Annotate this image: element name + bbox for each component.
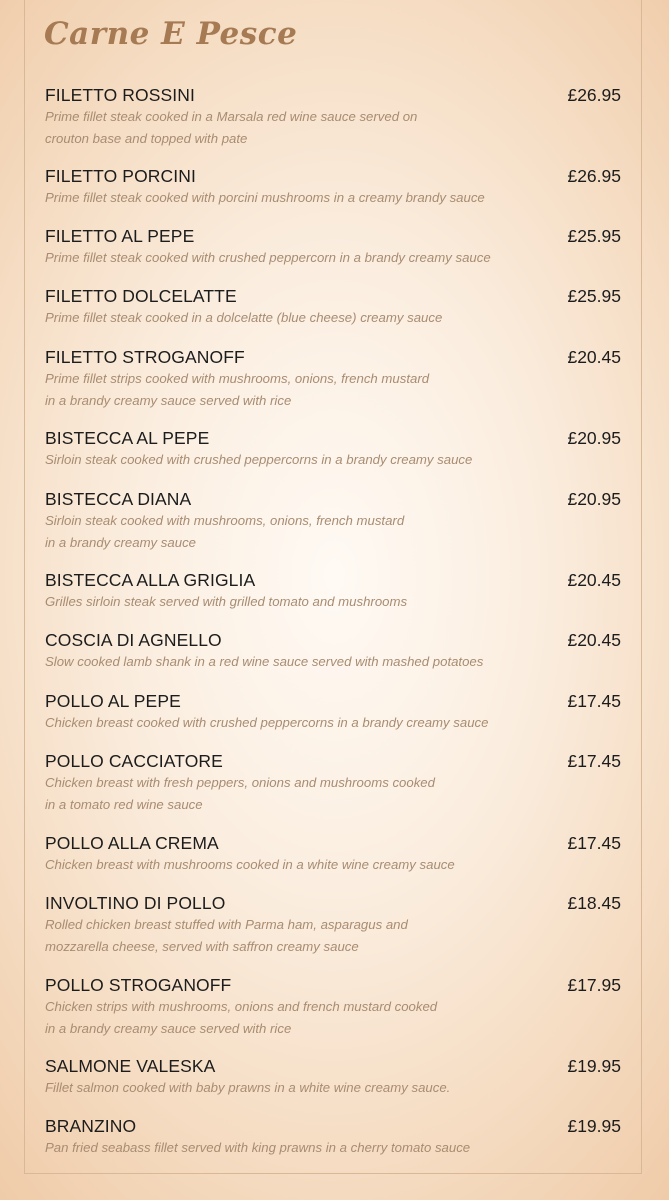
- item-price: £25.95: [567, 286, 621, 306]
- item-description: [45, 247, 491, 269]
- item-description-line: Prime fillet steak cooked with porcini mushrooms in a creamy brandy sauce: [45, 190, 485, 205]
- item-description: [45, 510, 404, 553]
- item-name: BRANZINO: [45, 1116, 137, 1136]
- item-name: BISTECCA ALLA GRIGLIA: [45, 570, 256, 590]
- item-price: £20.95: [567, 428, 621, 448]
- item-description: [45, 996, 437, 1039]
- item-description-line: Chicken strips with mushrooms, onions and french mustard cooked: [45, 999, 438, 1014]
- item-description-line: Sirloin steak cooked with crushed peppercorns in a brandy creamy sauce: [45, 452, 473, 467]
- item-description-line: Grilles sirloin steak served with grilled tomato and mushrooms: [45, 594, 408, 609]
- item-name: BISTECCA AL PEPE: [45, 428, 210, 448]
- item-description-line: in a brandy creamy sauce served with rice: [45, 392, 292, 408]
- item-price: £19.95: [567, 1116, 621, 1136]
- section-title: Carne E Pesce: [44, 16, 298, 52]
- item-description: [45, 772, 435, 815]
- item-description-line: Slow cooked lamb shank in a red wine sauce served with mashed potatoes: [45, 654, 484, 669]
- item-name: FILETTO AL PEPE: [45, 226, 195, 246]
- item-price: £20.45: [567, 347, 621, 367]
- item-description: [45, 914, 408, 957]
- item-price: £26.95: [567, 85, 621, 105]
- item-description: [45, 187, 485, 209]
- item-description-line: mozzarella cheese, served with saffron creamy sauce: [45, 938, 359, 954]
- item-price: £20.45: [567, 630, 621, 650]
- item-description-line: Sirloin steak cooked with mushrooms, onions, french mustard: [45, 513, 405, 528]
- item-price: £18.45: [567, 893, 621, 913]
- item-name: FILETTO PORCINI: [45, 166, 196, 186]
- item-name: SALMONE VALESKA: [45, 1056, 216, 1076]
- item-price: £20.95: [567, 489, 621, 509]
- item-price: £17.45: [567, 833, 621, 853]
- item-name: COSCIA DI AGNELLO: [45, 630, 222, 650]
- item-description-line: Chicken breast with mushrooms cooked in a white wine creamy sauce: [45, 857, 455, 872]
- item-description: [45, 106, 417, 149]
- item-description-line: in a tomato red wine sauce: [45, 796, 203, 812]
- item-description-line: Chicken breast with fresh peppers, onions and mushrooms cooked: [45, 775, 435, 790]
- item-name: POLLO AL PEPE: [45, 691, 181, 711]
- item-name: INVOLTINO DI POLLO: [45, 893, 226, 913]
- item-description-line: Pan fried seabass fillet served with king prawns in a cherry tomato sauce: [45, 1140, 471, 1155]
- item-description: [45, 1137, 470, 1159]
- item-description: [45, 854, 455, 876]
- item-description: [45, 591, 407, 613]
- item-price: £20.45: [567, 570, 621, 590]
- item-description: [45, 307, 442, 329]
- item-description-line: in a brandy creamy sauce served with rice: [45, 1020, 292, 1036]
- item-description-line: Prime fillet steak cooked in a Marsala red wine sauce served on: [45, 109, 418, 124]
- item-description-line: in a brandy creamy sauce: [45, 534, 196, 550]
- item-price: £17.45: [567, 691, 621, 711]
- item-name: POLLO STROGANOFF: [45, 975, 232, 995]
- item-description-line: Fillet salmon cooked with baby prawns in a white wine creamy sauce.: [45, 1080, 451, 1095]
- item-price: £25.95: [567, 226, 621, 246]
- item-name: POLLO ALLA CREMA: [45, 833, 219, 853]
- item-price: £17.45: [567, 751, 621, 771]
- item-description-line: Prime fillet steak cooked with crushed peppercorn in a brandy creamy sauce: [45, 250, 491, 265]
- item-price: £19.95: [567, 1056, 621, 1076]
- item-name: POLLO CACCIATORE: [45, 751, 223, 771]
- item-description-line: Chicken breast cooked with crushed peppercorns in a brandy creamy sauce: [45, 715, 489, 730]
- item-price: £26.95: [567, 166, 621, 186]
- item-description: [45, 1077, 450, 1099]
- item-name: FILETTO DOLCELATTE: [45, 286, 237, 306]
- item-description: [45, 651, 483, 673]
- item-name: FILETTO ROSSINI: [45, 85, 195, 105]
- item-description: [45, 712, 488, 734]
- item-description: [45, 449, 472, 471]
- item-description-line: crouton base and topped with pate: [45, 130, 248, 146]
- item-name: FILETTO STROGANOFF: [45, 347, 245, 367]
- item-name: BISTECCA DIANA: [45, 489, 192, 509]
- item-description-line: Prime fillet strips cooked with mushrooms, onions, french mustard: [45, 371, 430, 386]
- item-price: £17.95: [567, 975, 621, 995]
- item-description: [45, 368, 429, 411]
- item-description-line: Rolled chicken breast stuffed with Parma ham, asparagus and: [45, 917, 408, 932]
- item-description-line: Prime fillet steak cooked in a dolcelatte (blue cheese) creamy sauce: [45, 310, 443, 325]
